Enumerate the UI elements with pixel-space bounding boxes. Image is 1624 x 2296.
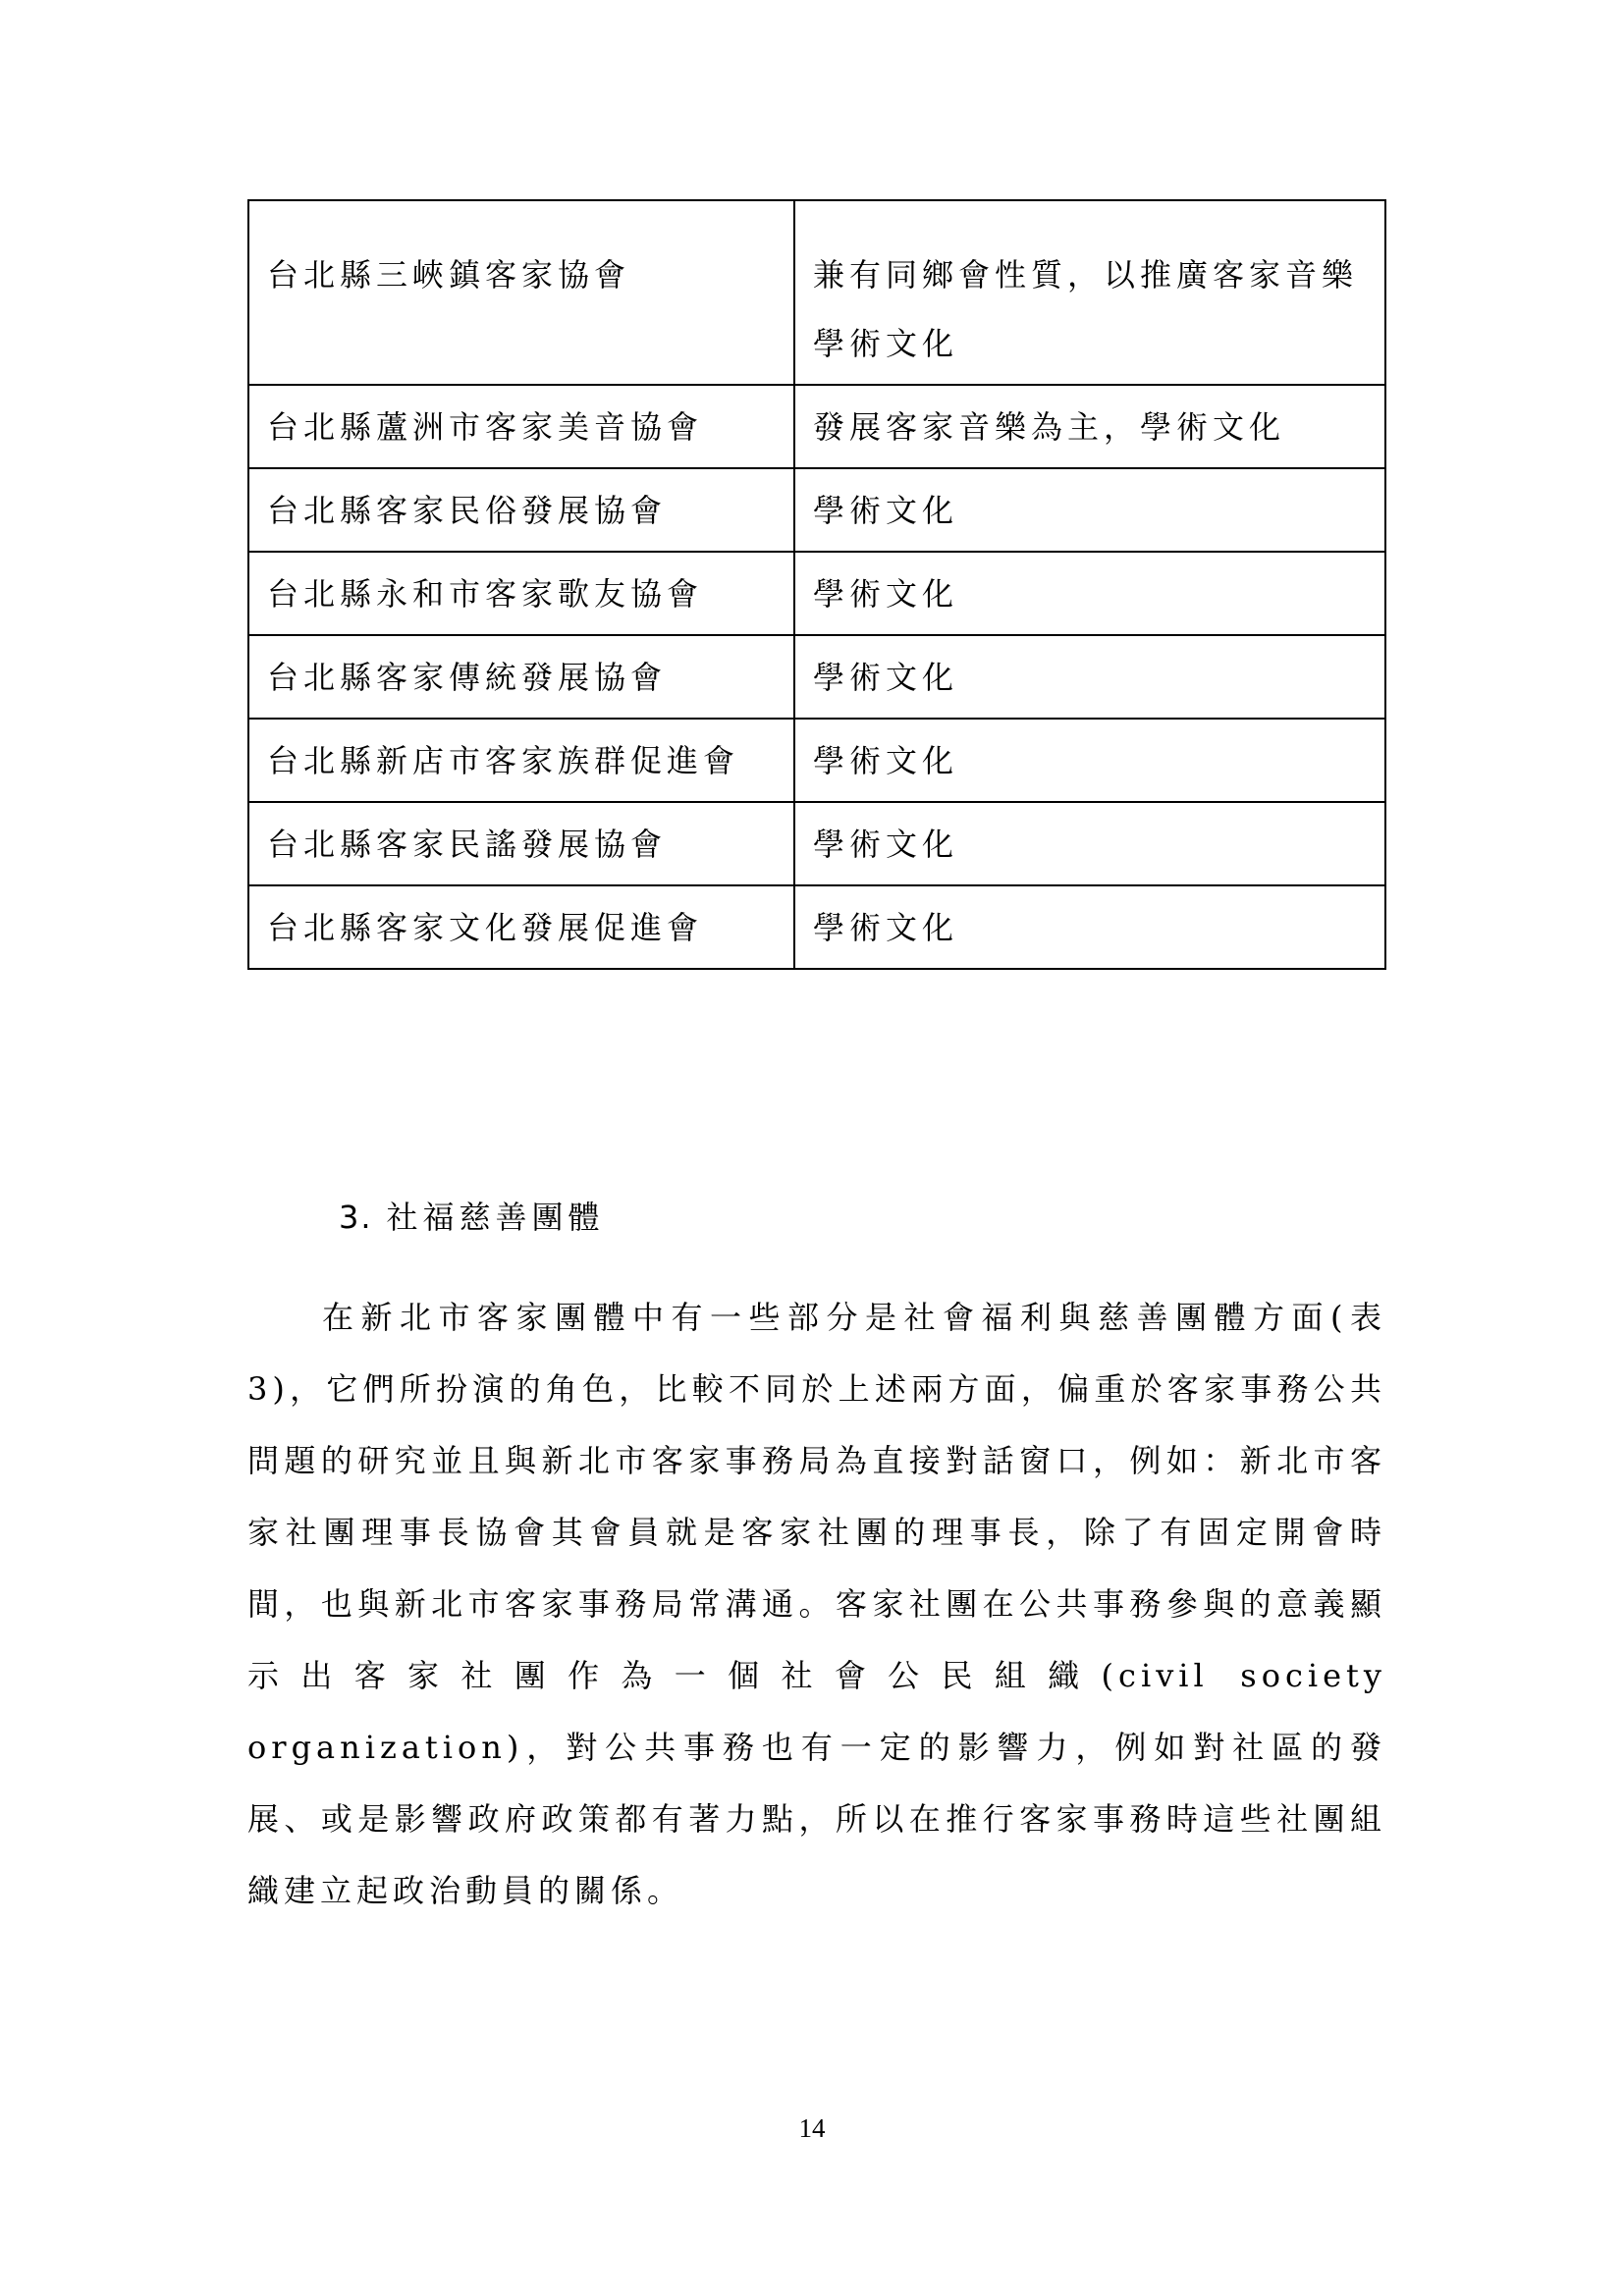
association-name-cell: 台北縣客家民謠發展協會	[248, 802, 794, 885]
association-name-cell: 台北縣新店市客家族群促進會	[248, 719, 794, 802]
association-purpose-cell: 學術文化	[794, 635, 1385, 719]
association-name-cell: 台北縣客家傳統發展協會	[248, 635, 794, 719]
table-row	[248, 552, 1385, 635]
association-purpose-cell: 學術文化	[794, 468, 1385, 552]
association-name-cell: 台北縣客家文化發展促進會	[248, 885, 794, 969]
association-purpose-cell: 發展客家音樂為主，學術文化	[794, 385, 1385, 468]
association-purpose-cell: 學術文化	[794, 719, 1385, 802]
section-title: 社福慈善團體	[386, 1199, 605, 1236]
table-row	[248, 885, 1385, 969]
association-name-cell: 台北縣三峽鎮客家協會	[248, 200, 794, 385]
section-heading	[339, 1193, 605, 1238]
section-number: 3.	[339, 1199, 373, 1236]
association-purpose-cell: 學術文化	[794, 885, 1385, 969]
table-row	[248, 200, 1385, 385]
association-purpose-cell: 學術文化	[794, 552, 1385, 635]
association-table	[247, 199, 1386, 970]
association-purpose-cell: 學術文化	[794, 802, 1385, 885]
body-paragraph: 在新北市客家團體中有一些部分是社會福利與慈善團體方面(表 3)，它們所扮演的角色，比較不同於上述兩方面，偏重於客家事務公共問題的研究並且與新北市客家事務局為直接對話窗口，例如：新北市客家社團理事長協會其會員就是客家社團的理事長，除了有固定開會時間，也與新北市客家事務局常溝通。客家社團在公共事務參與的意義顯示出客家社團作為一個社會公民組織(civil society organization)，對公共事務也有一定的影響力，例如對社區的發展、或是影響政府政策都有著力點，所以在推行客家事務時這些社團組織建立起政治動員的關係。	[247, 1299, 1386, 1909]
table-row	[248, 802, 1385, 885]
page-number: 14	[798, 2113, 826, 2143]
association-name-cell: 台北縣客家民俗發展協會	[248, 468, 794, 552]
table-row	[248, 468, 1385, 552]
table-row	[248, 385, 1385, 468]
table-row	[248, 635, 1385, 719]
association-name-cell: 台北縣蘆洲市客家美音協會	[248, 385, 794, 468]
association-name-cell: 台北縣永和市客家歌友協會	[248, 552, 794, 635]
association-purpose-cell: 兼有同鄉會性質，以推廣客家音樂學術文化	[794, 200, 1385, 385]
table-row	[248, 719, 1385, 802]
